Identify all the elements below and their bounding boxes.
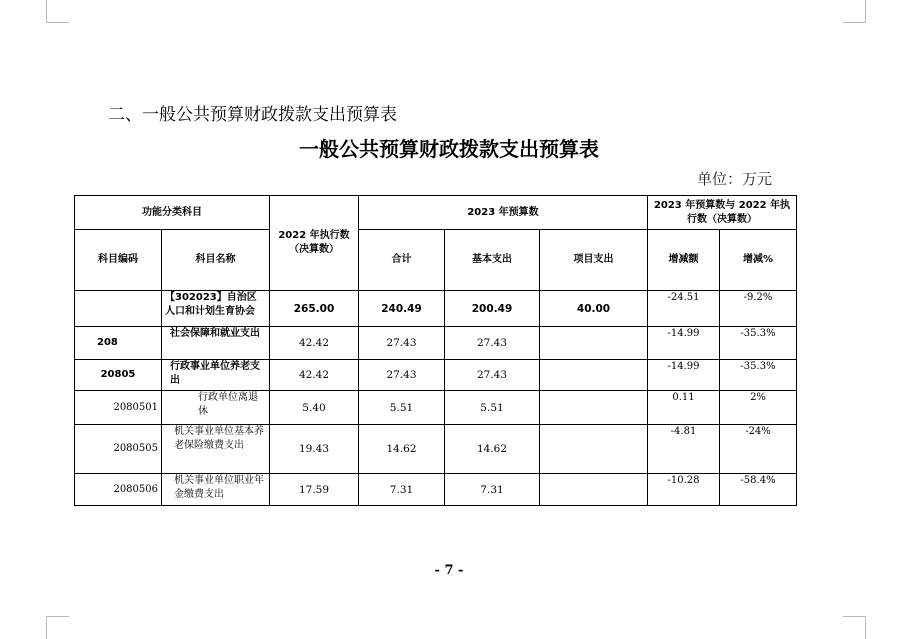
page-number: - 7 - — [434, 563, 464, 578]
row-exec-2022: 42.42 — [270, 360, 359, 391]
row-change-amount: -10.28 — [648, 474, 720, 506]
row-project: 40.00 — [540, 291, 648, 327]
row-project — [540, 474, 648, 506]
row-basic: 5.51 — [445, 391, 540, 425]
row-total: 27.43 — [359, 360, 445, 391]
header-change-amount: 增减额 — [648, 230, 720, 291]
row-exec-2022: 19.43 — [270, 425, 359, 474]
row-name: 社会保障和就业支出 — [162, 327, 270, 360]
crop-mark-bottom-right — [843, 616, 866, 639]
header-name: 科目名称 — [162, 230, 270, 291]
row-basic: 14.62 — [445, 425, 540, 474]
row-project — [540, 425, 648, 474]
row-basic: 27.43 — [445, 327, 540, 360]
table-title: 一般公共预算财政拨款支出预算表 — [299, 137, 599, 161]
row-code: 2080501 — [75, 391, 162, 425]
crop-mark-top-right — [843, 0, 866, 23]
row-total: 7.31 — [359, 474, 445, 506]
row-change-pct: -35.3% — [720, 360, 797, 391]
row-exec-2022: 5.40 — [270, 391, 359, 425]
row-change-pct: -9.2% — [720, 291, 797, 327]
header-basic: 基本支出 — [445, 230, 540, 291]
header-change-pct: 增减% — [720, 230, 797, 291]
row-project — [540, 360, 648, 391]
row-basic: 27.43 — [445, 360, 540, 391]
header-project: 项目支出 — [540, 230, 648, 291]
header-total: 合计 — [359, 230, 445, 291]
header-func-class: 功能分类科目 — [75, 196, 270, 230]
row-change-amount: -24.51 — [648, 291, 720, 327]
row-basic: 7.31 — [445, 474, 540, 506]
row-code: 2080506 — [75, 474, 162, 506]
row-total: 5.51 — [359, 391, 445, 425]
row-change-pct: -58.4% — [720, 474, 797, 506]
unit-label: 单位：万元 — [697, 170, 773, 188]
row-name: 行政事业单位养老支出 — [162, 360, 270, 391]
table-row — [75, 474, 797, 506]
row-name: 行政单位离退休 — [162, 391, 270, 425]
row-exec-2022: 42.42 — [270, 327, 359, 360]
table-row — [75, 391, 797, 425]
header-budget-2023: 2023 年预算数 — [359, 196, 648, 230]
row-change-amount: -14.99 — [648, 360, 720, 391]
row-change-pct: -24% — [720, 425, 797, 474]
row-code — [75, 291, 162, 327]
row-change-pct: 2% — [720, 391, 797, 425]
row-basic: 200.49 — [445, 291, 540, 327]
crop-mark-bottom-left — [46, 616, 69, 639]
row-exec-2022: 265.00 — [270, 291, 359, 327]
table-row — [75, 425, 797, 474]
row-name: 机关事业单位基本养老保险缴费支出 — [162, 425, 270, 474]
row-code: 208 — [75, 327, 162, 360]
row-total: 27.43 — [359, 327, 445, 360]
header-compare: 2023 年预算数与 2022 年执行数（决算数） — [648, 196, 797, 230]
table-row — [75, 360, 797, 391]
row-code: 2080505 — [75, 425, 162, 474]
header-exec-2022: 2022 年执行数（决算数） — [270, 196, 359, 291]
table-row — [75, 327, 797, 360]
row-total: 240.49 — [359, 291, 445, 327]
row-total: 14.62 — [359, 425, 445, 474]
row-name: 【302023】自治区人口和计划生育协会 — [162, 291, 270, 327]
row-change-pct: -35.3% — [720, 327, 797, 360]
row-project — [540, 327, 648, 360]
row-project — [540, 391, 648, 425]
row-change-amount: 0.11 — [648, 391, 720, 425]
row-change-amount: -4.81 — [648, 425, 720, 474]
row-change-amount: -14.99 — [648, 327, 720, 360]
row-code: 20805 — [75, 360, 162, 391]
crop-mark-top-left — [46, 0, 69, 23]
section-heading: 二、一般公共预算财政拨款支出预算表 — [108, 105, 397, 125]
table-row — [75, 291, 797, 327]
row-exec-2022: 17.59 — [270, 474, 359, 506]
row-name: 机关事业单位职业年金缴费支出 — [162, 474, 270, 506]
header-code: 科目编码 — [75, 230, 162, 291]
budget-table — [74, 195, 797, 506]
